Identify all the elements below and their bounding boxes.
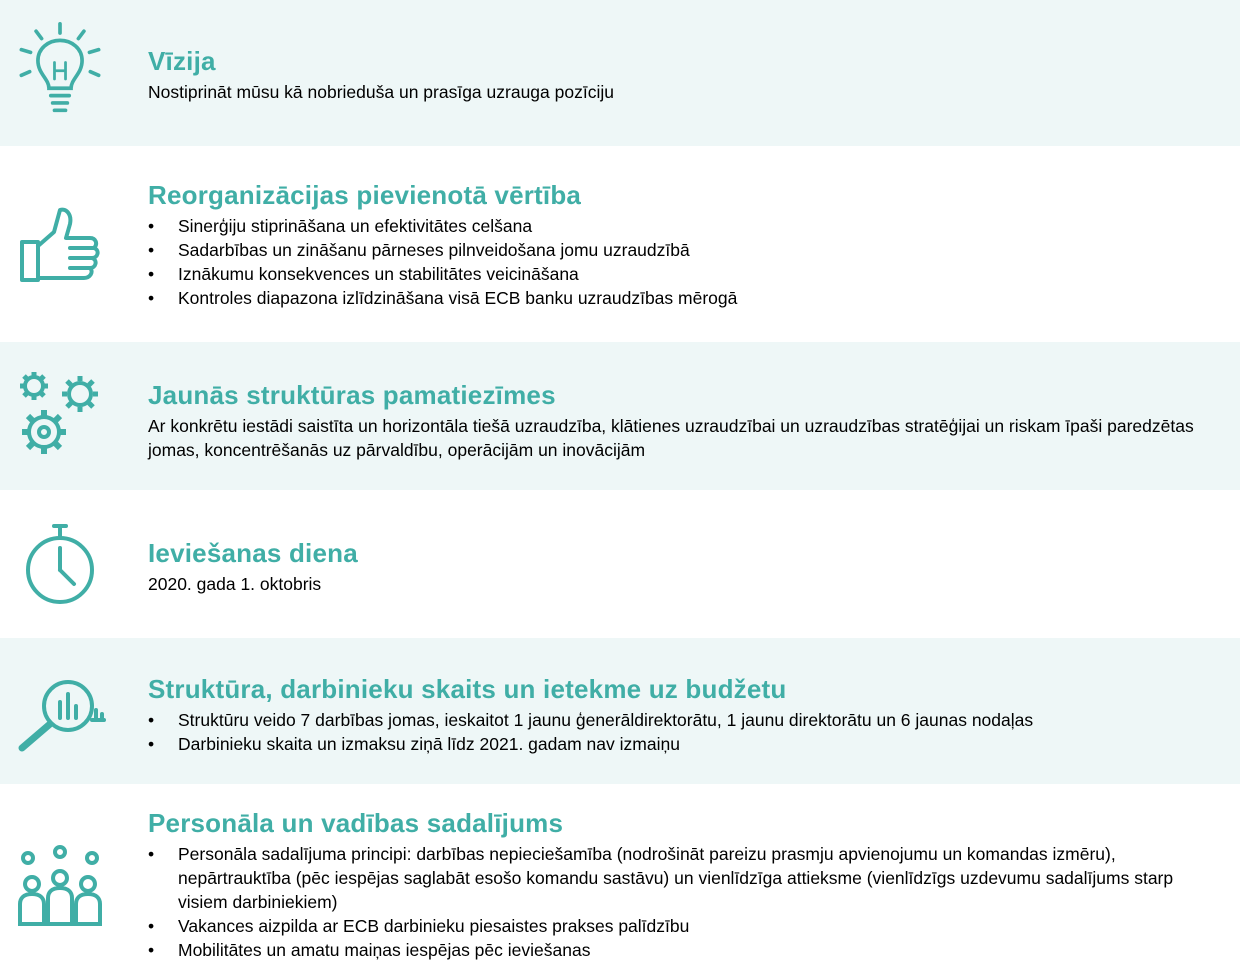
section-title: Jaunās struktūras pamatiezīmes [148,380,556,410]
bullet-list [148,214,1220,310]
people-group-icon [14,842,106,934]
magnifier-chart-icon [14,666,106,758]
section-text: Ar konkrētu iestādi saistīta un horizontāla tiešā uzraudzība, klātienes uzraudzībai un uzraudzības stratēģijai un riskam īpaši paredzētas jomas, koncentrēšanās uz pārvaldību, operācijām un inovācijām [148,416,1194,460]
section-title: Vīzija [148,46,216,76]
section-vision [0,0,1240,146]
stopwatch-icon [14,522,106,614]
section-key-features [0,342,1240,490]
list-item: • Mobilitātes un amatu maiņas iespējas pēc ieviešanas [148,938,1220,962]
list-item: • Darbinieku skaita un izmaksu ziņā līdz 2021. gadam nav izmaiņu [148,732,1220,756]
section-structure [0,638,1240,784]
list-item: • Sadarbības un zināšanu pārneses pilnveidošana jomu uzraudzībā [148,238,1220,262]
list-item: • Struktūru veido 7 darbības jomas, ieskaitot 1 jaunu ģenerāldirektorātu, 1 jaunu direktorātu un 6 jaunas nodaļas [148,708,1220,732]
section-staff-allocation [0,784,1240,978]
section-added-value [0,146,1240,342]
bullet-list [148,708,1220,756]
section-title: Reorganizācijas pievienotā vērtība [148,180,582,210]
section-implementation-day [0,490,1240,638]
list-item: • Personāla sadalījuma principi: darbības nepieciešamība (nodrošināt pareizu prasmju apvienojumu un komandas izmēru), nepārtrauktība (pēc iespējas saglabāt esošo komandu sastāvu) un vienlīdzīga attieksme (vienlīdzīgs uzdevumu sadalījums starp visiem darbiniekiem) [148,842,1220,914]
section-text: 2020. gada 1. oktobris [148,574,322,594]
section-title: Personāla un vadības sadalījums [148,808,564,838]
lightbulb-icon [14,22,106,114]
list-item: • Kontroles diapazona izlīdzināšana visā ECB banku uzraudzības mērogā [148,286,1220,310]
list-item: • Sinerģiju stiprināšana un efektivitātes celšana [148,214,1220,238]
list-item: • Iznākumu konsekvences un stabilitātes veicināšana [148,262,1220,286]
thumbs-up-icon [14,202,106,294]
gears-icon [14,368,106,460]
section-title: Ieviešanas diena [148,538,358,568]
bullet-list [148,842,1220,962]
list-item: • Vakances aizpilda ar ECB darbinieku piesaistes prakses palīdzību [148,914,1220,938]
section-text: Nostiprināt mūsu kā nobriedušа un prasīga uzrauga pozīciju [148,82,614,102]
section-title: Struktūra, darbinieku skaits un ietekme uz budžetu [148,674,787,704]
